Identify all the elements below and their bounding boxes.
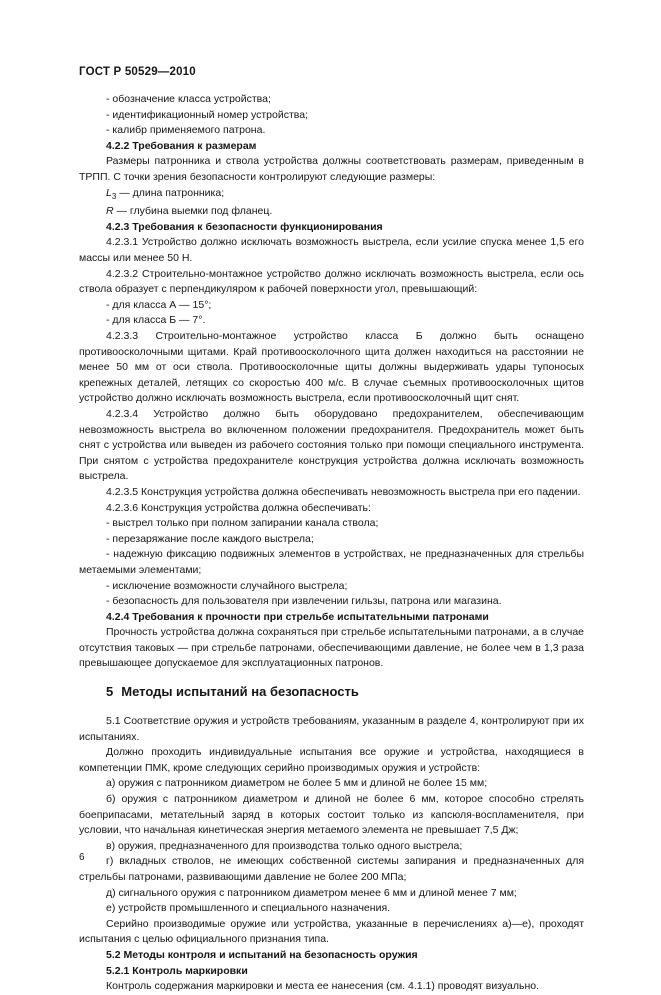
- definition-text: — глубина выемки под фланец.: [113, 205, 273, 218]
- symbol-r: R: [106, 205, 114, 218]
- section-title: Методы испытаний на безопасность: [121, 684, 359, 700]
- paragraph: 4.2.3.1 Устройство должно исключать возможность выстрела, если усилие спуска менее 1,5 его массы или менее 50 Н.: [79, 236, 584, 265]
- enum-item-a: а) оружия с патронником диаметром не более 5 мм и длиной не более 15 мм;: [106, 777, 488, 790]
- page-content: [79, 92, 584, 995]
- page-number: 6: [79, 852, 85, 863]
- paragraph: 4.2.3.5 Конструкция устройства должна обеспечивать невозможность выстрела при его падении.: [106, 485, 581, 498]
- paragraph: Прочность устройства должна сохраняться при стрельбе испытательными патронами, а в случае отсутствия таковых — при стрельбе патронами, обеспечивающими давление, не более чем в 1,3 раза превышающее допускаемое для эксплуатационных патронов.: [79, 626, 584, 670]
- list-item: - для класса А — 15°;: [106, 298, 212, 311]
- list-item: - надежную фиксацию подвижных элементов в устройствах, не предназначенных для стрельбы метаемыми элементами;: [79, 548, 584, 576]
- list-item: - безопасность для пользователя при извлечении гильзы, патрона или магазина.: [106, 595, 502, 608]
- enum-item-b: б) оружия с патронником диаметром и длиной не более 6 мм, которое способно стрелять боеприпасами, метательный заряд в которых состоит только из капсюля-воспламенителя, при условии, что начальная кинетическая энергия метаемого элемента не превышает 7,5 Дж;: [79, 793, 584, 837]
- formula-definition-r: [79, 204, 584, 220]
- enum-item-e: е) устройств промышленного и специального назначения.: [106, 902, 391, 915]
- paragraph: 5.1 Соответствие оружия и устройств требованиям, указанным в разделе 4, контролируют при их испытаниях.: [79, 715, 584, 743]
- paragraph: 4.2.3.6 Конструкция устройства должна обеспечивать:: [106, 501, 371, 514]
- list-item: - калибр применяемого патрона.: [106, 124, 266, 137]
- section-number: 5: [106, 684, 114, 700]
- paragraph: Должно проходить индивидуальные испытания все оружие и устройства, находящиеся в компетенции ПМК, кроме следующих серийно производимых оружия и устройств:: [79, 746, 584, 774]
- definition-text: — длина патронника;: [116, 186, 225, 199]
- paragraph: Серийно производимые оружие или устройства, указанные в перечислениях а)—е), проходят испытания с целью официального признания типа.: [79, 917, 584, 946]
- symbol-subscript: 3: [111, 191, 117, 201]
- paragraph: Контроль содержания маркировки и места ее нанесения (см. 4.1.1) проводят визуально.: [106, 980, 540, 993]
- formula-definition-l3: [79, 186, 584, 205]
- subsection-heading-5-2: 5.2 Методы контроля и испытаний на безопасность оружия: [106, 948, 418, 961]
- paragraph: 4.2.3.4 Устройство должно быть оборудовано предохранителем, обеспечивающим невозможность выстрела во включенном положении предохранителя. Предохранитель может быть снят с устройства или выведен из рабочего состояния только при помощи специального инструмента. При снятом с устройства предохранителе конструкция устройства должна исключать возможность выстрела.: [79, 407, 584, 483]
- list-item: - идентификационный номер устройства;: [106, 108, 308, 121]
- subsection-heading-4-2-4: 4.2.4 Требования к прочности при стрельбе испытательными патронами: [106, 610, 489, 623]
- section-heading-5: [79, 684, 584, 700]
- list-item: - перезаряжание после каждого выстрела;: [106, 532, 314, 545]
- document-header: ГОСТ Р 50529—2010: [79, 66, 196, 78]
- list-item: - обозначение класса устройства;: [106, 93, 271, 105]
- subsection-heading-4-2-2: 4.2.2 Требования к размерам: [106, 139, 257, 152]
- subsection-heading-4-2-3: 4.2.3 Требования к безопасности функционирования: [106, 220, 383, 233]
- list-item: - выстрел только при полном запирании канала ствола;: [106, 517, 379, 530]
- list-item: - для класса Б — 7°.: [106, 314, 206, 327]
- enum-item-d: д) сигнального оружия с патронником диаметром менее 6 мм и длиной менее 7 мм;: [106, 886, 517, 899]
- paragraph: Размеры патронника и ствола устройства должны соответствовать размерам, приведенным в ТРПП. С точки зрения безопасности контролируют следующие размеры:: [79, 155, 584, 183]
- list-item: - исключение возможности случайного выстрела;: [106, 579, 348, 592]
- paragraph: 4.2.3.3 Строительно-монтажное устройство класса Б должно быть оснащено противоосколочными щитами. Край противоосколочного щита должен находиться на расстоянии не менее 50 мм от оси ствола. Противоосколочные щиты должны выдерживать удары тупоносых крепежных деталей, летящих со скоростью 400 м/с. В случае съемных противоосколочных щитов устройство должно исключать возможность выстрела, если противоосколочный щит снят.: [79, 330, 584, 405]
- subsection-heading-5-2-1: 5.2.1 Контроль маркировки: [106, 964, 248, 977]
- enum-item-v: в) оружия, предназначенного для производства только одного выстрела;: [106, 839, 463, 852]
- paragraph: 4.2.3.2 Строительно-монтажное устройство должно исключать возможность выстрела, если ось ствола образует с перпендикуляром к рабочей поверхности угол, превышающий:: [79, 267, 584, 296]
- symbol-l: L: [106, 186, 112, 199]
- enum-item-g: г) вкладных стволов, не имеющих собственной системы запирания и предназначенных для стрельбы патронами, развивающими давление не более 200 МПа;: [79, 855, 584, 883]
